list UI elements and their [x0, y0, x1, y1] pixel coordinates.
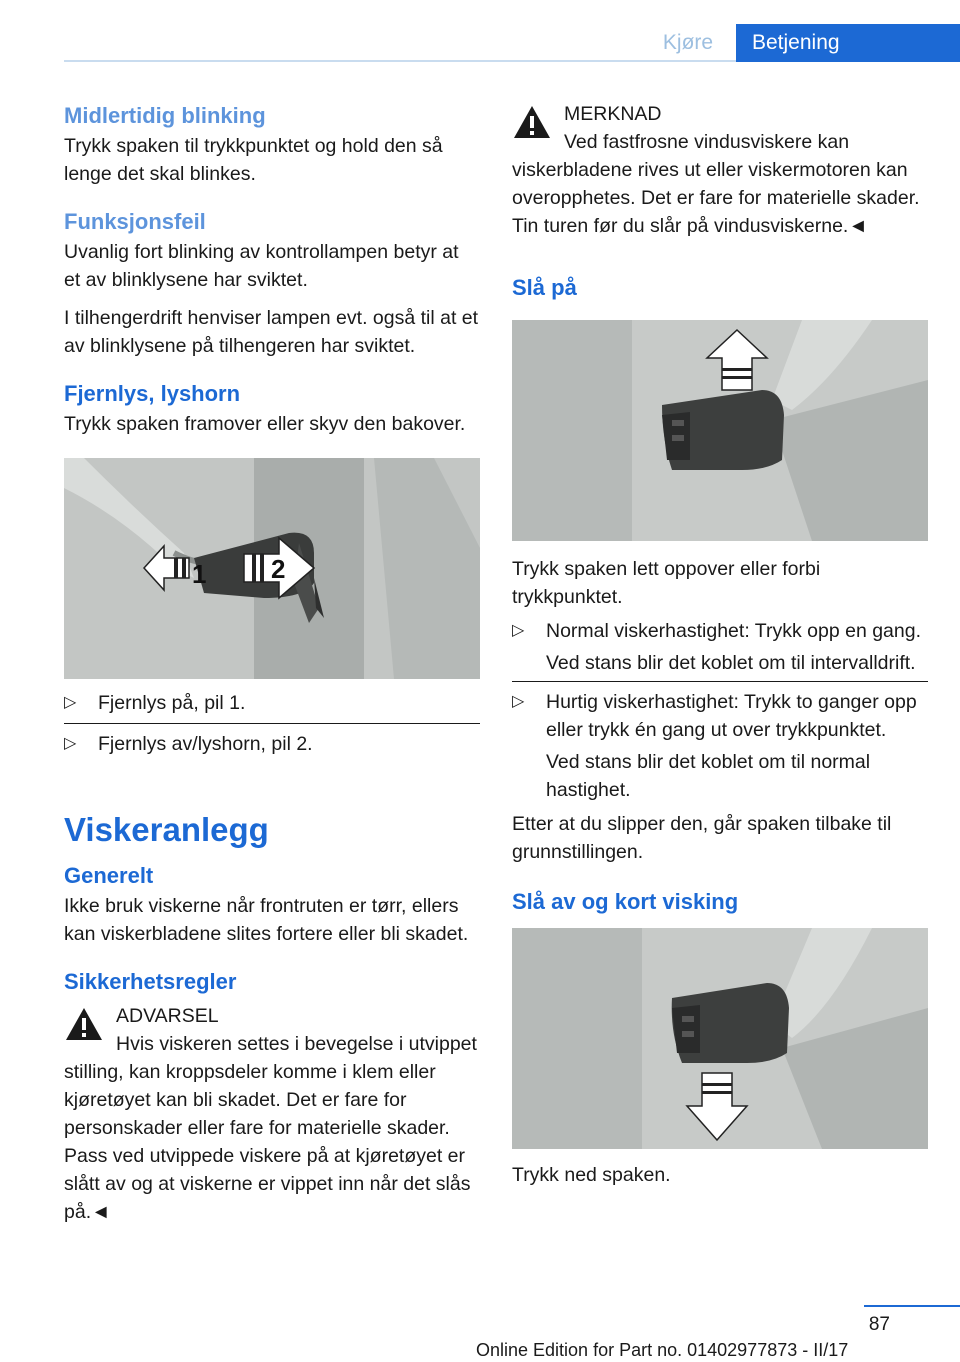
list-item: ▷ Fjernlys på, pil 1.	[64, 689, 480, 717]
heading-high-beam: Fjernlys, lyshorn	[64, 381, 241, 406]
warning-box	[64, 1002, 480, 1226]
switch-on-text: Trykk spaken lett oppover eller forbi trykkpunktet.	[512, 558, 821, 608]
right-column	[512, 100, 928, 1189]
triangle-bullet-icon: ▷	[512, 693, 525, 710]
arrow-2-label: 2	[271, 554, 286, 584]
warning-triangle-icon	[64, 1006, 104, 1042]
heading-wiper-system: Viskeranlegg	[64, 811, 269, 848]
triangle-bullet-icon: ▷	[64, 735, 77, 752]
triangle-bullet-icon: ▷	[64, 694, 77, 711]
temp-blinking-text: Trykk spaken til trykkpunktet og hold den så lenge det skal blinkes.	[64, 135, 443, 185]
arrow-1-label: 1	[192, 559, 207, 589]
notice-box	[512, 100, 928, 240]
list-item-note: Ved stans blir det koblet om til normal hastighet.	[546, 751, 871, 801]
high-beam-lever-image	[64, 458, 480, 679]
high-beam-text: Trykk spaken framover eller skyv den bakover.	[64, 413, 466, 435]
warning-label: ADVARSEL	[116, 1005, 219, 1027]
heading-temp-blinking: Midlertidig blinking	[64, 103, 266, 128]
switch-on-list	[512, 617, 928, 804]
fault-text-1: Uvanlig fort blinking av kontrollampen betyr at et av blinklysene har sviktet.	[64, 241, 459, 291]
heading-safety: Sikkerhetsregler	[64, 969, 237, 994]
switch-off-text: Trykk ned spaken.	[512, 1164, 671, 1186]
left-column	[64, 100, 480, 1226]
list-divider	[64, 723, 480, 724]
warning-text: Hvis viskeren settes i bevegelse i utvippet stilling, kan kroppsdeler komme i klem eller kjøretøyet kan bli skadet. Det er fare for personskader eller fare for materielle skader. Pass ved utvippede viskere på at kjøretøyet er slått av og at viskerne er vippet inn når det slås på.◄	[64, 1033, 477, 1223]
list-divider	[512, 681, 928, 682]
general-text: Ikke bruk viskerne når frontruten er tørr, ellers kan viskerbladene slites fortere eller bli skadet.	[64, 895, 469, 945]
triangle-bullet-icon: ▷	[512, 622, 525, 639]
wiper-off-image	[512, 928, 928, 1149]
list-item: ▷ Fjernlys av/lyshorn, pil 2.	[64, 730, 480, 758]
after-release-text: Etter at du slipper den, går spaken tilbake til grunnstillingen.	[512, 813, 892, 863]
tab-betjening[interactable]: Betjening	[736, 24, 960, 62]
wiper-on-image	[512, 320, 928, 541]
heading-switch-on: Slå på	[512, 275, 577, 300]
list-item: ▷ Normal viskerhastighet: Trykk opp en gang.	[512, 617, 928, 645]
page-number: 87	[868, 1314, 890, 1335]
heading-general: Generelt	[64, 863, 154, 888]
heading-switch-off: Slå av og kort visking	[512, 889, 739, 914]
fault-text-2: I tilhengerdrift henviser lampen evt. også til at et av blinklysene på tilhengeren har sviktet.	[64, 307, 479, 357]
warning-triangle-icon	[512, 104, 552, 140]
edition-footer: Online Edition for Part no. 01402977873 - II/17	[476, 1340, 849, 1360]
tab-kjore[interactable]: Kjøre	[662, 31, 714, 54]
notice-text: Ved fastfrosne vindusviskere kan viskerbladene rives ut eller viskermotoren kan overopphetes. Det er fare for materielle skader. Tin turen før du slår på vindusviskerne.◄	[512, 131, 920, 237]
high-beam-list	[64, 689, 480, 758]
list-item: ▷ Hurtig viskerhastighet: Trykk to ganger opp eller trykk én gang ut over trykkpunktet.	[512, 688, 928, 744]
notice-label: MERKNAD	[564, 103, 662, 125]
list-item-note: Ved stans blir det koblet om til intervalldrift.	[546, 652, 916, 674]
heading-fault: Funksjonsfeil	[64, 209, 206, 234]
footer-rule	[864, 1305, 960, 1307]
